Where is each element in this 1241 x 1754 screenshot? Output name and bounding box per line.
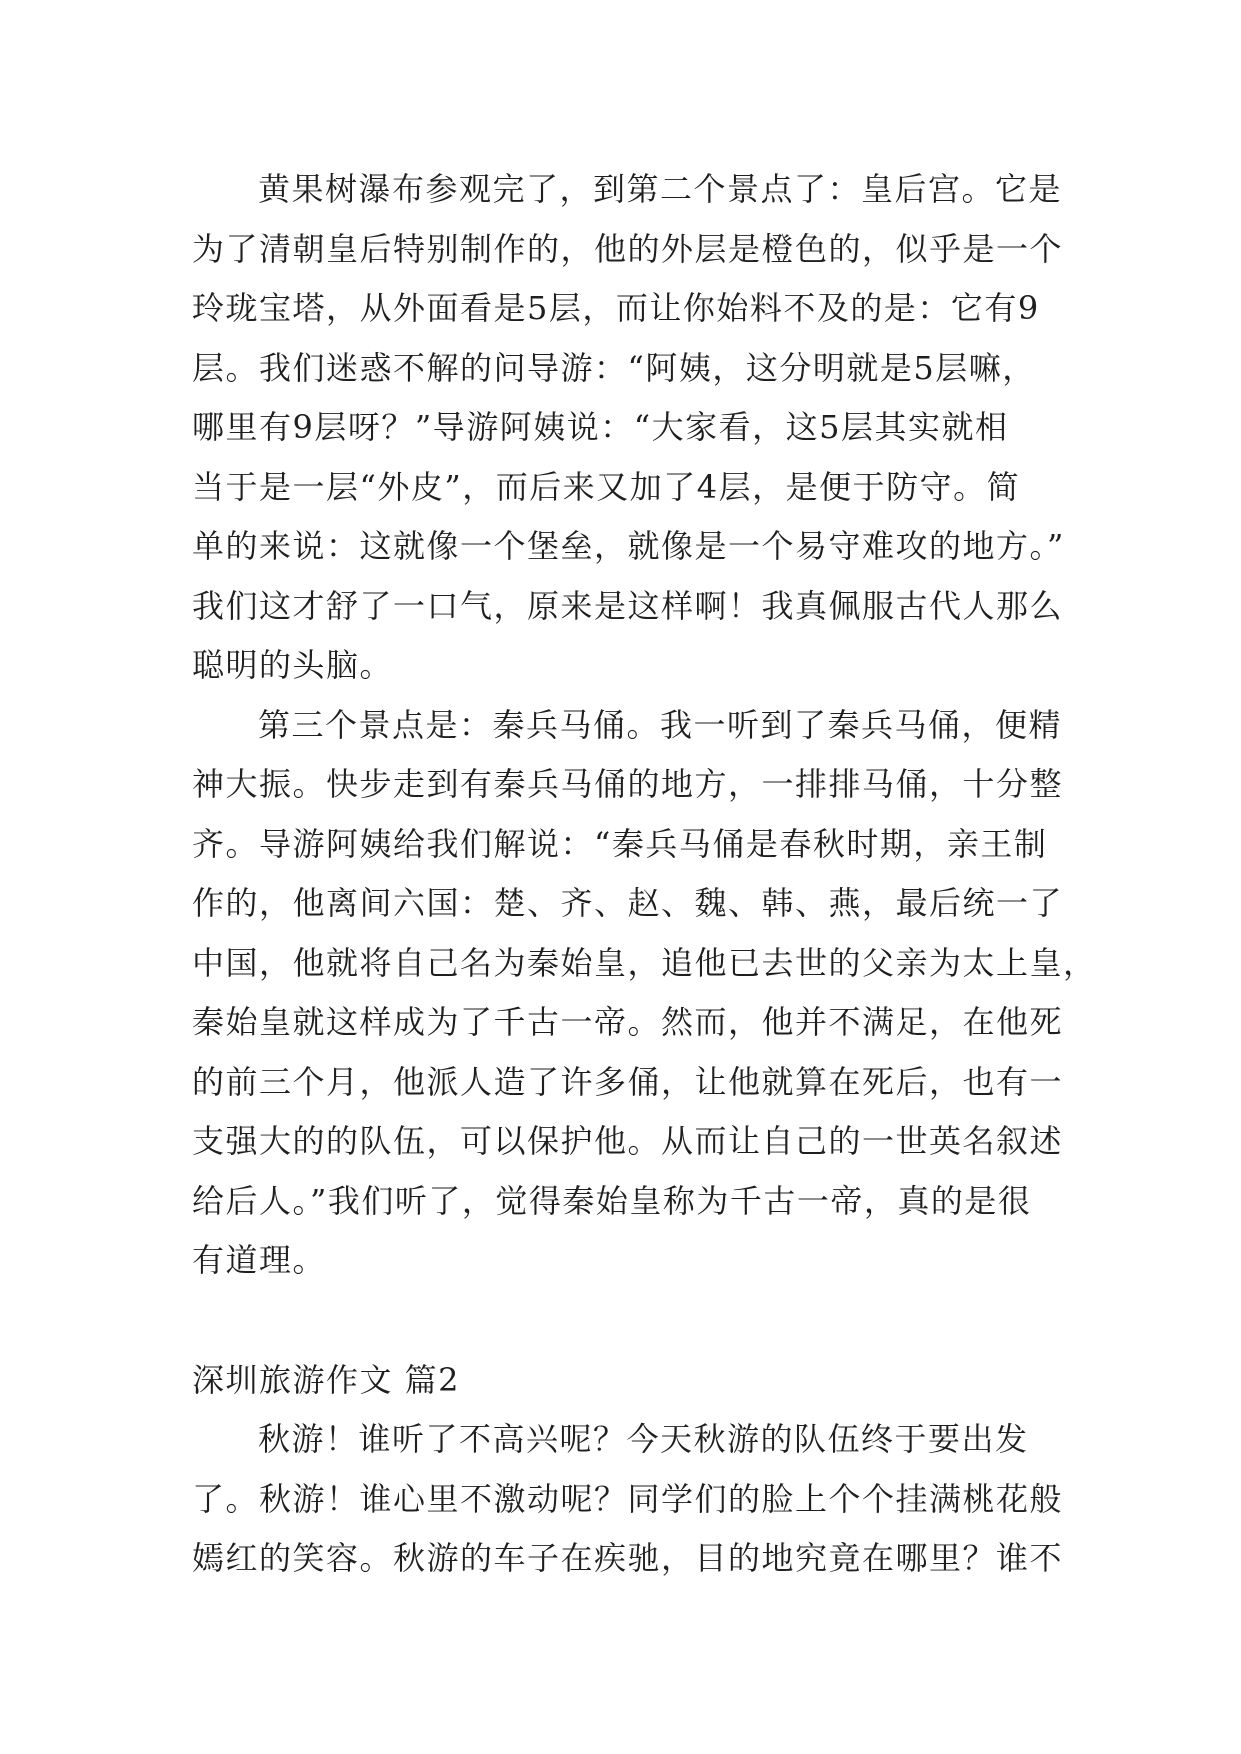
text-line: 支强大的的队伍，可以保护他。从而让自己的一世英名叙述 bbox=[192, 1122, 1064, 1160]
text-line: 哪里有9层呀？”导游阿姨说：“大家看，这5层其实就相 bbox=[192, 408, 1009, 446]
document-body bbox=[192, 160, 1097, 1589]
text-line: 秋游！谁听了不高兴呢？今天秋游的队伍终于要出发 bbox=[258, 1420, 1029, 1458]
text-line: 第三个景点是：秦兵马俑。我一听到了秦兵马俑，便精 bbox=[258, 705, 1063, 744]
text-line: 为了清朝皇后特别制作的，他的外层是橙色的，似乎是一个 bbox=[192, 229, 1064, 268]
text-line: 聪明的头脑。 bbox=[192, 646, 394, 684]
text-line: 有道理。 bbox=[192, 1241, 327, 1279]
paragraph-terracotta bbox=[192, 696, 1097, 1291]
text-line: 当于是一层“外皮”，而后来又加了4层，是便于防守。简 bbox=[192, 467, 1021, 506]
text-line: 我们这才舒了一口气，原来是这样啊！我真佩服古代人那么 bbox=[192, 586, 1064, 625]
text-line: 齐。导游阿姨给我们解说：“秦兵马俑是春秋时期，亲王制 bbox=[192, 824, 1048, 863]
text-line: 秦始皇就这样成为了千古一帝。然而，他并不满足，在他死 bbox=[192, 1003, 1064, 1041]
text-line: 中国，他就将自己名为秦始皇，追他已去世的父亲为太上皇， bbox=[192, 943, 1097, 982]
text-line: 嫣红的笑容。秋游的车子在疾驰，目的地究竟在哪里？谁不 bbox=[192, 1539, 1064, 1577]
text-line: 给后人。”我们听了，觉得秦始皇称为千古一帝，真的是很 bbox=[192, 1181, 1032, 1220]
text-line: 单的来说：这就像一个堡垒，就像是一个易守难攻的地方。” bbox=[192, 527, 1065, 565]
section-spacer bbox=[192, 1291, 1072, 1351]
paragraph-autumn-trip bbox=[192, 1410, 1072, 1589]
text-line: 了。秋游！谁心里不激动呢？同学们的脸上个个挂满桃花般 bbox=[192, 1479, 1064, 1518]
paragraph-huangguoshu bbox=[192, 160, 1072, 696]
text-line: 的前三个月，他派人造了许多俑，让他就算在死后，也有一 bbox=[192, 1062, 1064, 1101]
text-line: 作的，他离间六国：楚、齐、赵、魏、韩、燕，最后统一了 bbox=[192, 884, 1064, 922]
text-line: 神大振。快步走到有秦兵马俑的地方，一排排马俑，十分整 bbox=[192, 765, 1064, 803]
text-line: 玲珑宝塔，从外面看是5层，而让你始料不及的是：它有9 bbox=[192, 289, 1040, 327]
text-line: 黄果树瀑布参观完了，到第二个景点了：皇后宫。它是 bbox=[258, 170, 1063, 208]
text-line: 层。我们迷惑不解的问导游：“阿姨，这分明就是5层嘛， bbox=[192, 348, 1036, 387]
section-heading: 深圳旅游作文 篇2 bbox=[192, 1360, 461, 1399]
